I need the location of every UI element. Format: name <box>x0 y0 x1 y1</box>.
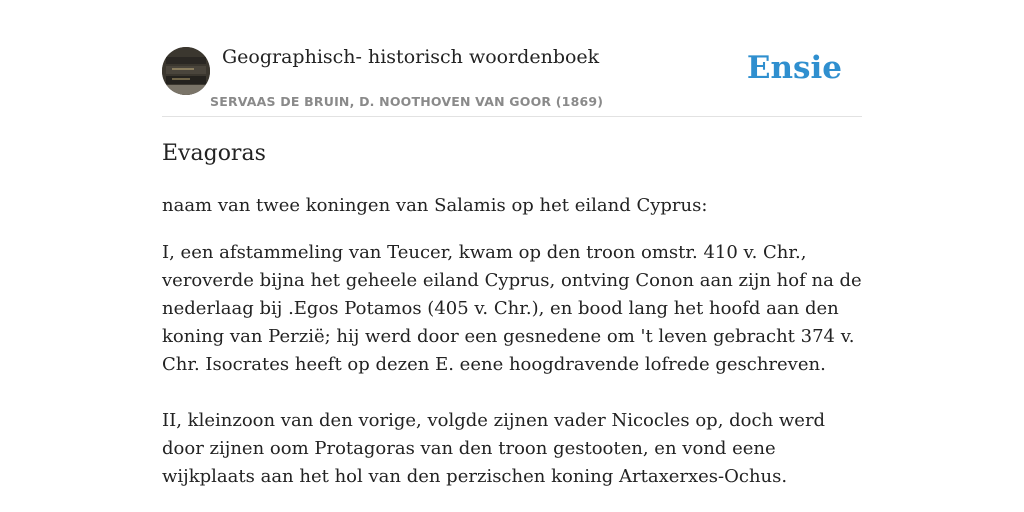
ensie-logo[interactable]: Ensie <box>746 50 842 86</box>
book-cover-icon[interactable] <box>162 47 210 95</box>
book-author[interactable]: SERVAAS DE BRUIN, D. NOOTHOVEN VAN GOOR (1869) <box>210 94 604 109</box>
entry-title: Evagoras <box>162 141 266 166</box>
entry-definition: naam van twee koningen van Salamis op het eiland Cyprus: <box>162 195 708 216</box>
entry-content <box>162 138 867 512</box>
book-title[interactable]: Geographisch- historisch woordenboek <box>222 46 600 68</box>
book-header <box>162 0 862 117</box>
entry-paragraph-2: II, kleinzoon van den vorige, volgde zijnen vader Nicocles op, doch werd door zijnen oom Protagoras van den troon gestooten, en vond eene wijkplaats aan het hol van den perzischen koning Artaxerxes-Ochus. <box>162 410 826 487</box>
entry-paragraph-1: I, een afstammeling van Teucer, kwam op den troon omstr. 410 v. Chr., veroverde bijna het geheele eiland Cyprus, ontving Conon aan zijn hof na de nederlaag bij .Egos Potamos (405 v. Chr.), en bood lang het hoofd aan den koning van Perzië; hij werd door een gesnedene om 't leven gebracht 374 v. Chr. Isocrates heeft op dezen E. eene hoogdravende lofrede geschreven. <box>162 242 862 375</box>
